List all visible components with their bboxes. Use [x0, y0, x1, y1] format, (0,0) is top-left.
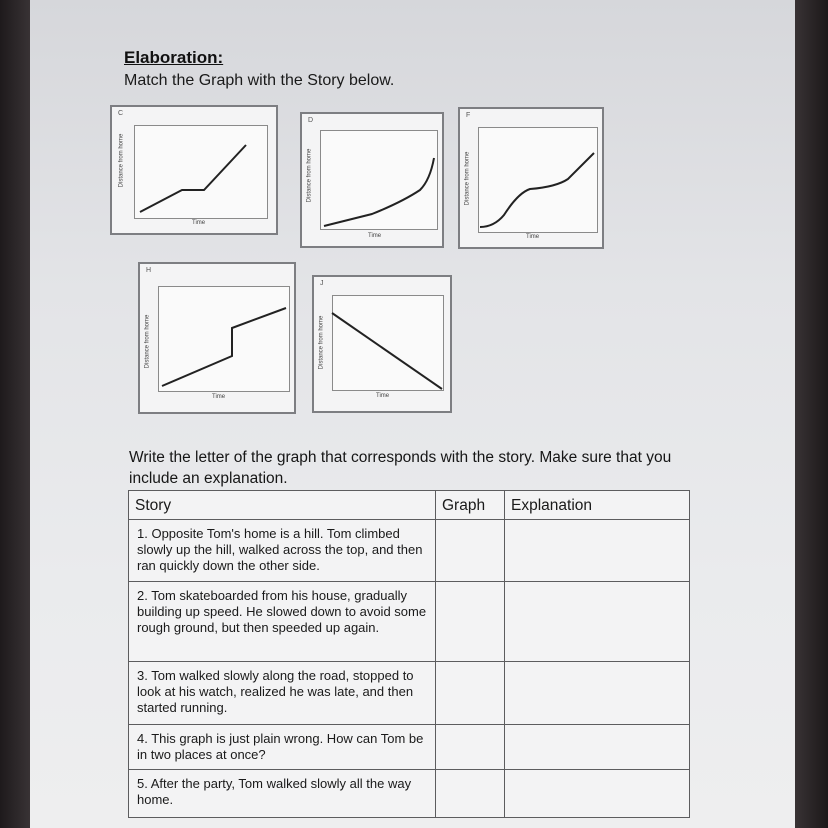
graph-y-axis-label: Distance from home: [464, 151, 471, 206]
graph-card-f: [458, 107, 604, 249]
explanation-answer-cell[interactable]: [505, 770, 690, 818]
instructions-text: Write the letter of the graph that corresponds with the story. Make sure that you include an explanation.: [129, 449, 672, 487]
graph-curve: [302, 114, 442, 246]
story-cell: 3. Tom walked slowly along the road, stopped to look at his watch, realized he was late, and then started running.: [129, 662, 436, 725]
story-column-header: Story: [129, 491, 436, 520]
story-cell: 5. After the party, Tom walked slowly all the way home.: [129, 770, 436, 818]
graph-letter: D: [308, 117, 314, 124]
worksheet-page: [30, 0, 795, 828]
story-cell: 2. Tom skateboarded from his house, gradually building up speed. He slowed down to avoid some rough ground, but then speeded up again.: [129, 582, 436, 662]
graph-y-axis-label: Distance from home: [318, 315, 325, 370]
table-row: [129, 725, 690, 770]
graph-answer-cell[interactable]: [436, 582, 505, 662]
graph-answer-cell[interactable]: [436, 520, 505, 582]
graph-x-axis-label: Time: [192, 220, 206, 226]
graph-curve: [140, 264, 294, 412]
section-heading: Elaboration:: [124, 48, 224, 67]
graph-letter: C: [118, 110, 124, 117]
monitor-bezel-right: [792, 0, 828, 828]
graph-column-header: Graph: [436, 491, 505, 520]
table-row: [129, 520, 690, 582]
graph-answer-cell[interactable]: [436, 770, 505, 818]
table-row: [129, 582, 690, 662]
graph-card-d: [300, 112, 444, 248]
graph-card-h: [138, 262, 296, 414]
explanation-column-header: Explanation: [505, 491, 690, 520]
monitor-bezel-left: [0, 0, 32, 828]
explanation-answer-cell[interactable]: [505, 725, 690, 770]
graph-y-axis-label: Distance from home: [118, 133, 125, 188]
graph-y-axis-label: Distance from home: [144, 314, 151, 369]
graph-curve: [112, 107, 276, 233]
story-match-table: [128, 490, 690, 818]
graph-curve: [460, 109, 602, 247]
explanation-answer-cell[interactable]: [505, 582, 690, 662]
explanation-answer-cell[interactable]: [505, 662, 690, 725]
graph-x-axis-label: Time: [526, 234, 540, 240]
graph-card-c: [110, 105, 278, 235]
graph-answer-cell[interactable]: [436, 725, 505, 770]
graph-letter: H: [146, 267, 152, 274]
graph-y-axis-label: Distance from home: [306, 148, 313, 203]
graph-card-j: [312, 275, 452, 413]
graph-answer-cell[interactable]: [436, 662, 505, 725]
graph-x-axis-label: Time: [376, 393, 390, 399]
table-header-row: [129, 491, 690, 520]
story-cell: 4. This graph is just plain wrong. How can Tom be in two places at once?: [129, 725, 436, 770]
table-row: [129, 662, 690, 725]
graph-x-axis-label: Time: [212, 394, 226, 400]
graph-letter: F: [466, 112, 471, 119]
table-row: [129, 770, 690, 818]
graph-letter: J: [320, 280, 324, 287]
explanation-answer-cell[interactable]: [505, 520, 690, 582]
graph-curve: [314, 277, 450, 411]
graph-x-axis-label: Time: [368, 233, 382, 239]
story-cell: 1. Opposite Tom's home is a hill. Tom climbed slowly up the hill, walked across the top, and then ran quickly down the other side.: [129, 520, 436, 582]
section-subheading: Match the Graph with the Story below.: [124, 72, 395, 89]
